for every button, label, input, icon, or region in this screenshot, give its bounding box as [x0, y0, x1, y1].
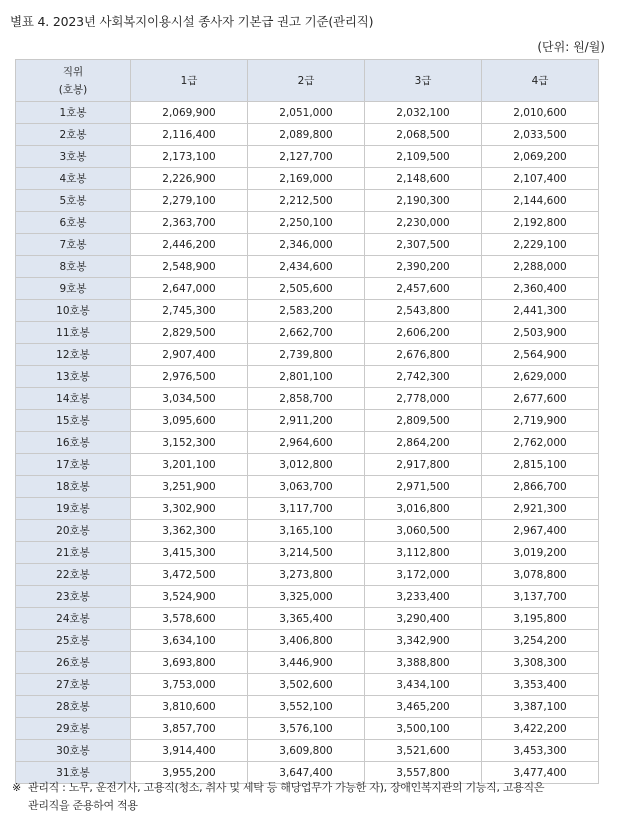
table-row	[16, 586, 599, 608]
salary-cell-grade-4: 3,195,800	[482, 608, 599, 630]
salary-cell-grade-4: 3,254,200	[482, 630, 599, 652]
salary-cell-grade-4: 3,422,200	[482, 718, 599, 740]
step-cell: 9호봉	[16, 278, 131, 300]
note-mark: ※	[12, 781, 21, 794]
footnote	[12, 779, 602, 815]
header-corner	[16, 60, 131, 102]
table-row	[16, 322, 599, 344]
salary-cell-grade-1: 2,745,300	[131, 300, 248, 322]
salary-cell-grade-2: 2,662,700	[248, 322, 365, 344]
salary-cell-grade-3: 2,190,300	[365, 190, 482, 212]
step-cell: 21호봉	[16, 542, 131, 564]
salary-cell-grade-3: 3,500,100	[365, 718, 482, 740]
step-cell: 18호봉	[16, 476, 131, 498]
salary-cell-grade-1: 3,578,600	[131, 608, 248, 630]
salary-cell-grade-4: 2,967,400	[482, 520, 599, 542]
step-cell: 2호봉	[16, 124, 131, 146]
salary-cell-grade-3: 3,290,400	[365, 608, 482, 630]
salary-cell-grade-1: 3,753,000	[131, 674, 248, 696]
table-row	[16, 278, 599, 300]
salary-cell-grade-1: 3,152,300	[131, 432, 248, 454]
header-grade-2: 2급	[248, 60, 365, 102]
salary-cell-grade-3: 2,068,500	[365, 124, 482, 146]
step-cell: 10호봉	[16, 300, 131, 322]
step-cell: 30호봉	[16, 740, 131, 762]
salary-cell-grade-2: 3,325,000	[248, 586, 365, 608]
salary-cell-grade-2: 2,801,100	[248, 366, 365, 388]
salary-cell-grade-4: 2,288,000	[482, 256, 599, 278]
salary-cell-grade-1: 2,173,100	[131, 146, 248, 168]
salary-cell-grade-1: 2,907,400	[131, 344, 248, 366]
salary-cell-grade-4: 2,010,600	[482, 102, 599, 124]
salary-cell-grade-4: 3,477,400	[482, 762, 599, 784]
salary-cell-grade-3: 3,016,800	[365, 498, 482, 520]
salary-cell-grade-1: 2,116,400	[131, 124, 248, 146]
salary-cell-grade-3: 2,778,000	[365, 388, 482, 410]
salary-cell-grade-2: 2,250,100	[248, 212, 365, 234]
salary-cell-grade-3: 3,388,800	[365, 652, 482, 674]
salary-cell-grade-2: 3,165,100	[248, 520, 365, 542]
salary-cell-grade-2: 2,212,500	[248, 190, 365, 212]
unit-label: (단위: 원/월)	[537, 40, 605, 54]
table-row	[16, 652, 599, 674]
salary-cell-grade-2: 3,273,800	[248, 564, 365, 586]
salary-cell-grade-4: 2,503,900	[482, 322, 599, 344]
step-cell: 28호봉	[16, 696, 131, 718]
salary-cell-grade-3: 2,676,800	[365, 344, 482, 366]
step-cell: 13호봉	[16, 366, 131, 388]
page-title: 별표 4. 2023년 사회복지이용시설 종사자 기본급 권고 기준(관리직)	[10, 14, 374, 29]
salary-cell-grade-2: 3,552,100	[248, 696, 365, 718]
table-header-row	[16, 60, 599, 102]
salary-cell-grade-2: 2,858,700	[248, 388, 365, 410]
salary-cell-grade-3: 3,465,200	[365, 696, 482, 718]
step-cell: 17호봉	[16, 454, 131, 476]
step-cell: 27호봉	[16, 674, 131, 696]
salary-cell-grade-3: 2,148,600	[365, 168, 482, 190]
salary-cell-grade-4: 2,069,200	[482, 146, 599, 168]
salary-cell-grade-1: 2,976,500	[131, 366, 248, 388]
table-row	[16, 674, 599, 696]
salary-cell-grade-2: 3,365,400	[248, 608, 365, 630]
salary-cell-grade-4: 2,144,600	[482, 190, 599, 212]
salary-cell-grade-2: 2,169,000	[248, 168, 365, 190]
step-cell: 26호봉	[16, 652, 131, 674]
salary-cell-grade-1: 2,548,900	[131, 256, 248, 278]
salary-cell-grade-4: 2,677,600	[482, 388, 599, 410]
salary-cell-grade-1: 3,362,300	[131, 520, 248, 542]
table-row	[16, 542, 599, 564]
step-cell: 19호봉	[16, 498, 131, 520]
table-row	[16, 344, 599, 366]
salary-cell-grade-1: 3,201,100	[131, 454, 248, 476]
salary-cell-grade-4: 3,137,700	[482, 586, 599, 608]
salary-cell-grade-4: 2,107,400	[482, 168, 599, 190]
table-row	[16, 718, 599, 740]
salary-cell-grade-3: 2,307,500	[365, 234, 482, 256]
table-row	[16, 190, 599, 212]
salary-cell-grade-3: 3,060,500	[365, 520, 482, 542]
salary-cell-grade-3: 2,864,200	[365, 432, 482, 454]
salary-cell-grade-1: 3,415,300	[131, 542, 248, 564]
step-cell: 15호봉	[16, 410, 131, 432]
salary-cell-grade-3: 2,917,800	[365, 454, 482, 476]
salary-cell-grade-4: 3,453,300	[482, 740, 599, 762]
salary-cell-grade-3: 3,233,400	[365, 586, 482, 608]
table-row	[16, 696, 599, 718]
salary-cell-grade-4: 2,564,900	[482, 344, 599, 366]
step-cell: 11호봉	[16, 322, 131, 344]
table-row	[16, 476, 599, 498]
table-row	[16, 124, 599, 146]
salary-cell-grade-1: 2,829,500	[131, 322, 248, 344]
table-row	[16, 520, 599, 542]
salary-cell-grade-2: 3,063,700	[248, 476, 365, 498]
step-cell: 3호봉	[16, 146, 131, 168]
salary-cell-grade-4: 3,387,100	[482, 696, 599, 718]
note-line-1: 관리직 : 노무, 운전기사, 고용직(청소, 취사 및 세탁 등 해당업무가 가능한 자), 장애인복지관의 기능직, 고용직은	[28, 781, 545, 794]
salary-cell-grade-4: 2,441,300	[482, 300, 599, 322]
salary-cell-grade-4: 3,308,300	[482, 652, 599, 674]
salary-cell-grade-4: 2,921,300	[482, 498, 599, 520]
table-row	[16, 212, 599, 234]
header-grade-1: 1급	[131, 60, 248, 102]
salary-cell-grade-2: 3,012,800	[248, 454, 365, 476]
salary-cell-grade-4: 3,353,400	[482, 674, 599, 696]
salary-cell-grade-4: 2,866,700	[482, 476, 599, 498]
salary-cell-grade-2: 3,117,700	[248, 498, 365, 520]
salary-cell-grade-2: 3,609,800	[248, 740, 365, 762]
salary-cell-grade-2: 3,576,100	[248, 718, 365, 740]
salary-cell-grade-4: 2,629,000	[482, 366, 599, 388]
salary-cell-grade-3: 3,521,600	[365, 740, 482, 762]
salary-cell-grade-4: 2,815,100	[482, 454, 599, 476]
table-row	[16, 740, 599, 762]
step-cell: 20호봉	[16, 520, 131, 542]
salary-cell-grade-3: 2,390,200	[365, 256, 482, 278]
salary-cell-grade-1: 3,251,900	[131, 476, 248, 498]
salary-cell-grade-3: 3,434,100	[365, 674, 482, 696]
table-row	[16, 630, 599, 652]
step-cell: 1호봉	[16, 102, 131, 124]
salary-cell-grade-1: 2,647,000	[131, 278, 248, 300]
salary-cell-grade-3: 2,109,500	[365, 146, 482, 168]
salary-cell-grade-1: 3,524,900	[131, 586, 248, 608]
salary-cell-grade-3: 2,606,200	[365, 322, 482, 344]
salary-cell-grade-1: 3,472,500	[131, 564, 248, 586]
table-row	[16, 432, 599, 454]
salary-cell-grade-1: 3,693,800	[131, 652, 248, 674]
salary-cell-grade-4: 2,360,400	[482, 278, 599, 300]
header-corner-step: (호봉)	[58, 83, 88, 96]
table-row	[16, 256, 599, 278]
salary-cell-grade-3: 3,342,900	[365, 630, 482, 652]
salary-cell-grade-1: 3,955,200	[131, 762, 248, 784]
salary-cell-grade-2: 3,647,400	[248, 762, 365, 784]
table-row	[16, 168, 599, 190]
salary-cell-grade-2: 2,739,800	[248, 344, 365, 366]
salary-cell-grade-2: 3,502,600	[248, 674, 365, 696]
step-cell: 25호봉	[16, 630, 131, 652]
note-line-2: 관리직을 준용하여 적용	[28, 799, 138, 812]
step-cell: 24호봉	[16, 608, 131, 630]
salary-cell-grade-3: 2,809,500	[365, 410, 482, 432]
salary-cell-grade-3: 2,971,500	[365, 476, 482, 498]
salary-cell-grade-1: 3,634,100	[131, 630, 248, 652]
step-cell: 23호봉	[16, 586, 131, 608]
salary-cell-grade-2: 3,214,500	[248, 542, 365, 564]
step-cell: 5호봉	[16, 190, 131, 212]
table-row	[16, 498, 599, 520]
table-row	[16, 608, 599, 630]
salary-cell-grade-3: 3,112,800	[365, 542, 482, 564]
salary-table	[15, 59, 599, 784]
step-cell: 6호봉	[16, 212, 131, 234]
table-row	[16, 102, 599, 124]
salary-cell-grade-2: 3,406,800	[248, 630, 365, 652]
salary-cell-grade-4: 2,033,500	[482, 124, 599, 146]
salary-cell-grade-4: 2,719,900	[482, 410, 599, 432]
salary-cell-grade-2: 3,446,900	[248, 652, 365, 674]
salary-cell-grade-1: 3,857,700	[131, 718, 248, 740]
step-cell: 22호봉	[16, 564, 131, 586]
salary-cell-grade-1: 3,914,400	[131, 740, 248, 762]
salary-cell-grade-4: 2,192,800	[482, 212, 599, 234]
step-cell: 7호봉	[16, 234, 131, 256]
salary-cell-grade-1: 2,226,900	[131, 168, 248, 190]
salary-cell-grade-2: 2,346,000	[248, 234, 365, 256]
salary-cell-grade-1: 2,069,900	[131, 102, 248, 124]
salary-cell-grade-1: 3,095,600	[131, 410, 248, 432]
table-row	[16, 410, 599, 432]
table-row	[16, 564, 599, 586]
salary-cell-grade-1: 3,810,600	[131, 696, 248, 718]
salary-cell-grade-4: 3,019,200	[482, 542, 599, 564]
salary-cell-grade-3: 2,457,600	[365, 278, 482, 300]
salary-cell-grade-3: 2,543,800	[365, 300, 482, 322]
salary-cell-grade-1: 2,363,700	[131, 212, 248, 234]
table-row	[16, 454, 599, 476]
table-row	[16, 146, 599, 168]
salary-cell-grade-3: 3,172,000	[365, 564, 482, 586]
salary-cell-grade-1: 3,034,500	[131, 388, 248, 410]
salary-cell-grade-2: 2,127,700	[248, 146, 365, 168]
step-cell: 14호봉	[16, 388, 131, 410]
salary-cell-grade-2: 2,434,600	[248, 256, 365, 278]
salary-cell-grade-1: 2,446,200	[131, 234, 248, 256]
salary-cell-grade-2: 2,051,000	[248, 102, 365, 124]
salary-cell-grade-4: 2,229,100	[482, 234, 599, 256]
salary-cell-grade-2: 2,583,200	[248, 300, 365, 322]
table-row	[16, 300, 599, 322]
step-cell: 29호봉	[16, 718, 131, 740]
salary-cell-grade-3: 2,742,300	[365, 366, 482, 388]
step-cell: 16호봉	[16, 432, 131, 454]
salary-cell-grade-4: 2,762,000	[482, 432, 599, 454]
salary-cell-grade-1: 2,279,100	[131, 190, 248, 212]
step-cell: 8호봉	[16, 256, 131, 278]
table-row	[16, 234, 599, 256]
salary-cell-grade-3: 2,230,000	[365, 212, 482, 234]
step-cell: 4호봉	[16, 168, 131, 190]
salary-cell-grade-2: 2,089,800	[248, 124, 365, 146]
salary-cell-grade-2: 2,911,200	[248, 410, 365, 432]
salary-cell-grade-3: 3,557,800	[365, 762, 482, 784]
header-grade-4: 4급	[482, 60, 599, 102]
salary-cell-grade-4: 3,078,800	[482, 564, 599, 586]
salary-cell-grade-2: 2,505,600	[248, 278, 365, 300]
table-row	[16, 388, 599, 410]
table-body	[16, 102, 599, 784]
salary-cell-grade-2: 2,964,600	[248, 432, 365, 454]
step-cell: 12호봉	[16, 344, 131, 366]
salary-cell-grade-1: 3,302,900	[131, 498, 248, 520]
header-corner-position: 직위	[62, 65, 84, 78]
step-cell: 31호봉	[16, 762, 131, 784]
table-row	[16, 366, 599, 388]
header-grade-3: 3급	[365, 60, 482, 102]
salary-cell-grade-3: 2,032,100	[365, 102, 482, 124]
